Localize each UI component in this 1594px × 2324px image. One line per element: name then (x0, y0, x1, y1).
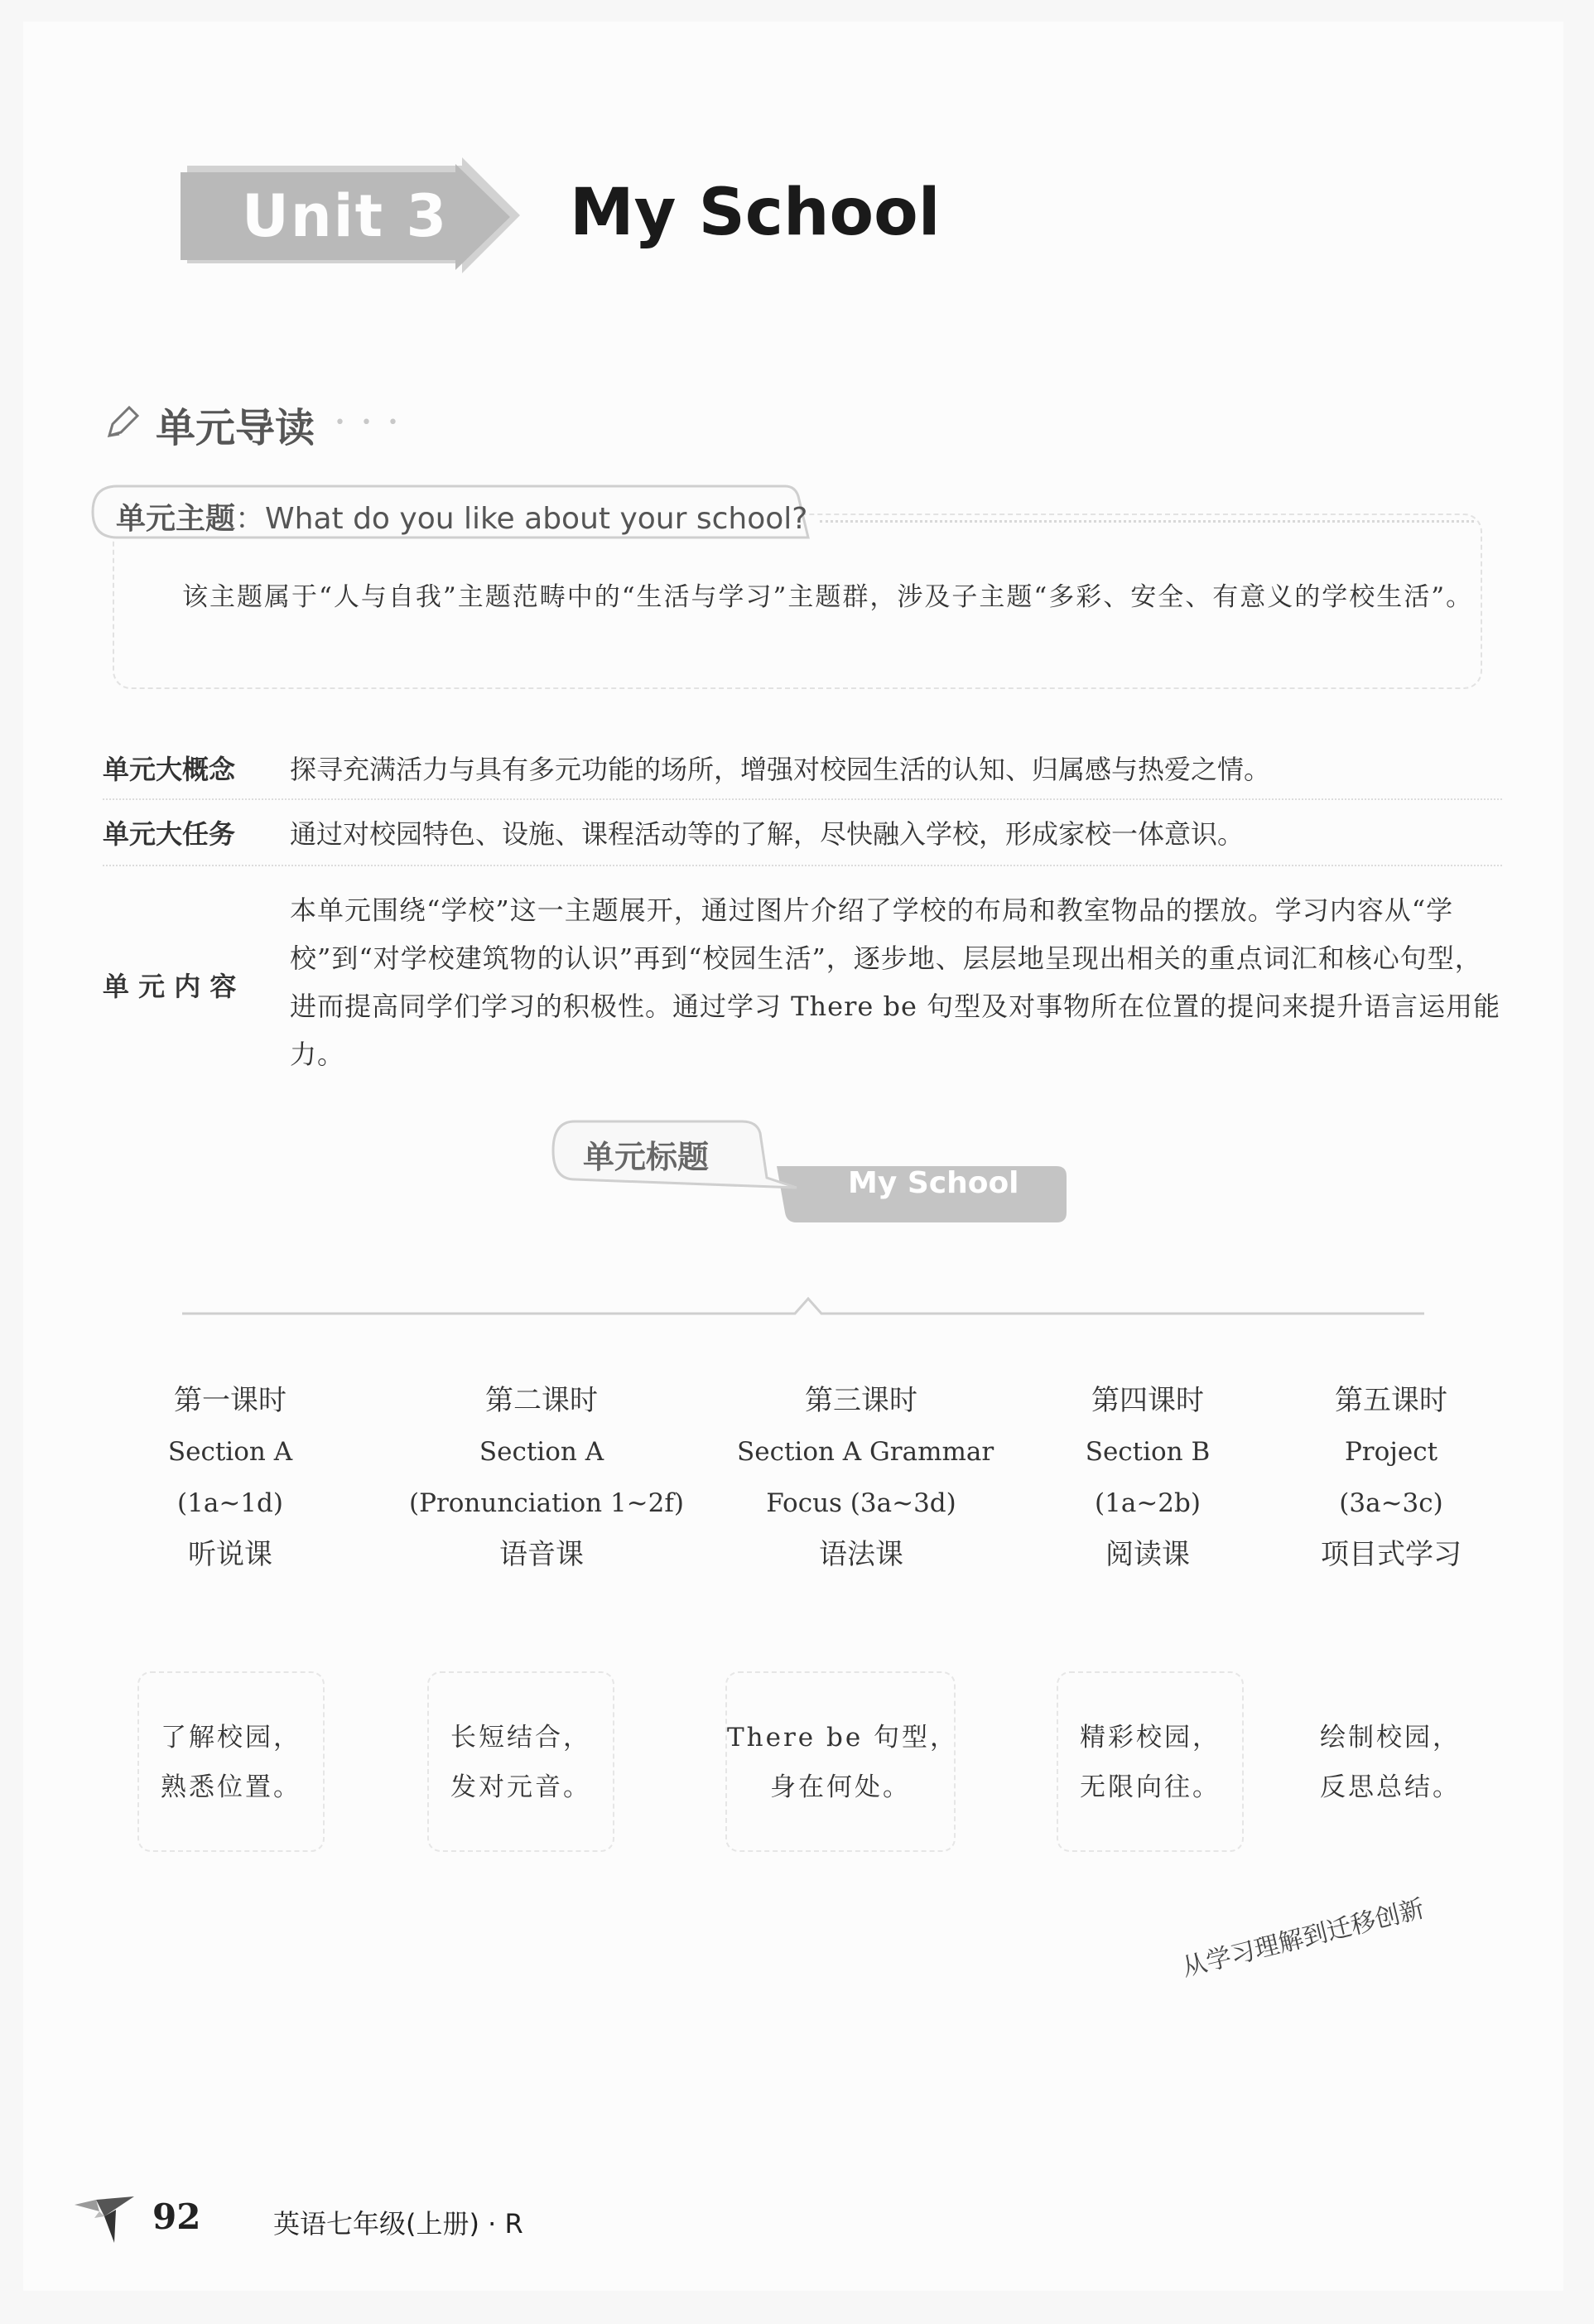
goal-line: 绘制校园， (1320, 1723, 1461, 1753)
unit-label: Unit 3 (242, 182, 449, 250)
content-text: 本单元围绕“学校”这一主题展开，通过图片介绍了学校的布局和教室物品的摆放。学习内容从“学校”到“对学校建筑物的认识”再到“校园生活”，逐步地、层层地呈现出相关的重点词汇和核心句型，进而提高同学们学习的积极性。通过学习 There be 句型及对事物所在位置的提问来提升语言运用能力。 (290, 894, 1501, 1070)
lesson-type: 语法课 (819, 1538, 903, 1571)
big-task-label: 单元大任务 (103, 818, 236, 850)
lesson-range: (3a~3c) (1339, 1488, 1443, 1518)
theme-dotted-rule (820, 520, 1474, 523)
big-concept-text: 探寻充满活力与具有多元功能的场所，增强对校园生活的认知、归属感与热爱之情。 (290, 754, 1271, 785)
lesson-period: 第五课时 (1335, 1384, 1447, 1417)
lesson-section: Section A (479, 1437, 604, 1467)
unit-heading-label: 单元标题 (583, 1139, 710, 1175)
goal-card-1 (137, 1671, 325, 1852)
unit-heading (550, 1120, 1080, 1236)
slogan: 从学习理解到迁移创新 (1178, 1894, 1428, 1983)
theme-tab (89, 485, 810, 541)
goal-line: 熟悉位置。 (161, 1772, 301, 1802)
goal-line: 了解校园， (161, 1723, 301, 1753)
goal-line: 发对元音。 (450, 1772, 591, 1802)
page-number: 92 (152, 2196, 201, 2237)
goal-card-4 (1057, 1671, 1244, 1852)
lesson-section: Project (1344, 1437, 1438, 1467)
lesson-range: (1a~1d) (177, 1488, 283, 1518)
goal-line: 精彩校园， (1080, 1723, 1221, 1753)
lesson-period: 第二课时 (485, 1384, 598, 1417)
lesson-range: Focus (3a~3d) (766, 1488, 956, 1518)
lesson-type: 听说课 (188, 1538, 272, 1571)
section-title: 单元导读 (156, 405, 315, 451)
goal-line: 长短结合， (450, 1723, 591, 1753)
connector-line (182, 1289, 1424, 1330)
lesson-period: 第一课时 (174, 1384, 287, 1417)
lesson-type: 阅读课 (1105, 1538, 1190, 1571)
lesson-section: Section A (167, 1437, 293, 1467)
unit-heading-value: My School (848, 1166, 1019, 1200)
big-task-text: 通过对校园特色、设施、课程活动等的了解，尽快融入学校，形成家校一体意识。 (290, 818, 1245, 850)
divider (103, 798, 1502, 800)
lesson-2 (409, 1375, 684, 1580)
book-title: 英语七年级(上册) · R (273, 2208, 523, 2240)
lesson-range: (Pronunciation 1~2f) (409, 1488, 684, 1518)
divider (103, 865, 1502, 866)
decorative-dots: • • • (335, 412, 403, 433)
lesson-5 (1292, 1375, 1490, 1580)
unit-banner (181, 157, 520, 273)
lesson-1 (139, 1375, 321, 1580)
origami-bird-icon (71, 2193, 137, 2251)
lesson-period: 第三课时 (805, 1384, 917, 1417)
lesson-3 (737, 1375, 994, 1580)
lesson-type: 语音课 (499, 1538, 584, 1571)
goal-line: There be 句型， (727, 1723, 959, 1753)
lesson-range: (1a~2b) (1095, 1488, 1201, 1518)
goal-card-5 (1297, 1671, 1484, 1852)
content-label: 单 元 内 容 (103, 971, 237, 1002)
lesson-section: Section B (1085, 1437, 1211, 1467)
goal-card-2 (427, 1671, 614, 1852)
theme-description: 该主题属于“人与自我”主题范畴中的“生活与学习”主题群，涉及子主题“多彩、安全、有意义的学校生活”。 (182, 582, 1474, 612)
goal-line: 反思总结。 (1320, 1772, 1461, 1802)
theme-question: What do you like about your school? (265, 502, 808, 536)
theme-label (116, 495, 807, 538)
pencil-icon (104, 404, 141, 441)
goal-line: 无限向往。 (1080, 1772, 1221, 1802)
theme-label-colon: ： (235, 502, 266, 536)
lesson-4 (1057, 1375, 1239, 1580)
unit-title: My School (570, 176, 941, 250)
lesson-section: Section A Grammar (737, 1437, 994, 1467)
lesson-period: 第四课时 (1091, 1384, 1204, 1417)
lesson-type: 项目式学习 (1321, 1538, 1462, 1571)
big-concept-label: 单元大概念 (103, 754, 236, 785)
goal-line: 身在何处。 (770, 1772, 911, 1802)
goal-card-3 (725, 1671, 959, 1852)
theme-label-key: 单元主题 (116, 502, 236, 536)
